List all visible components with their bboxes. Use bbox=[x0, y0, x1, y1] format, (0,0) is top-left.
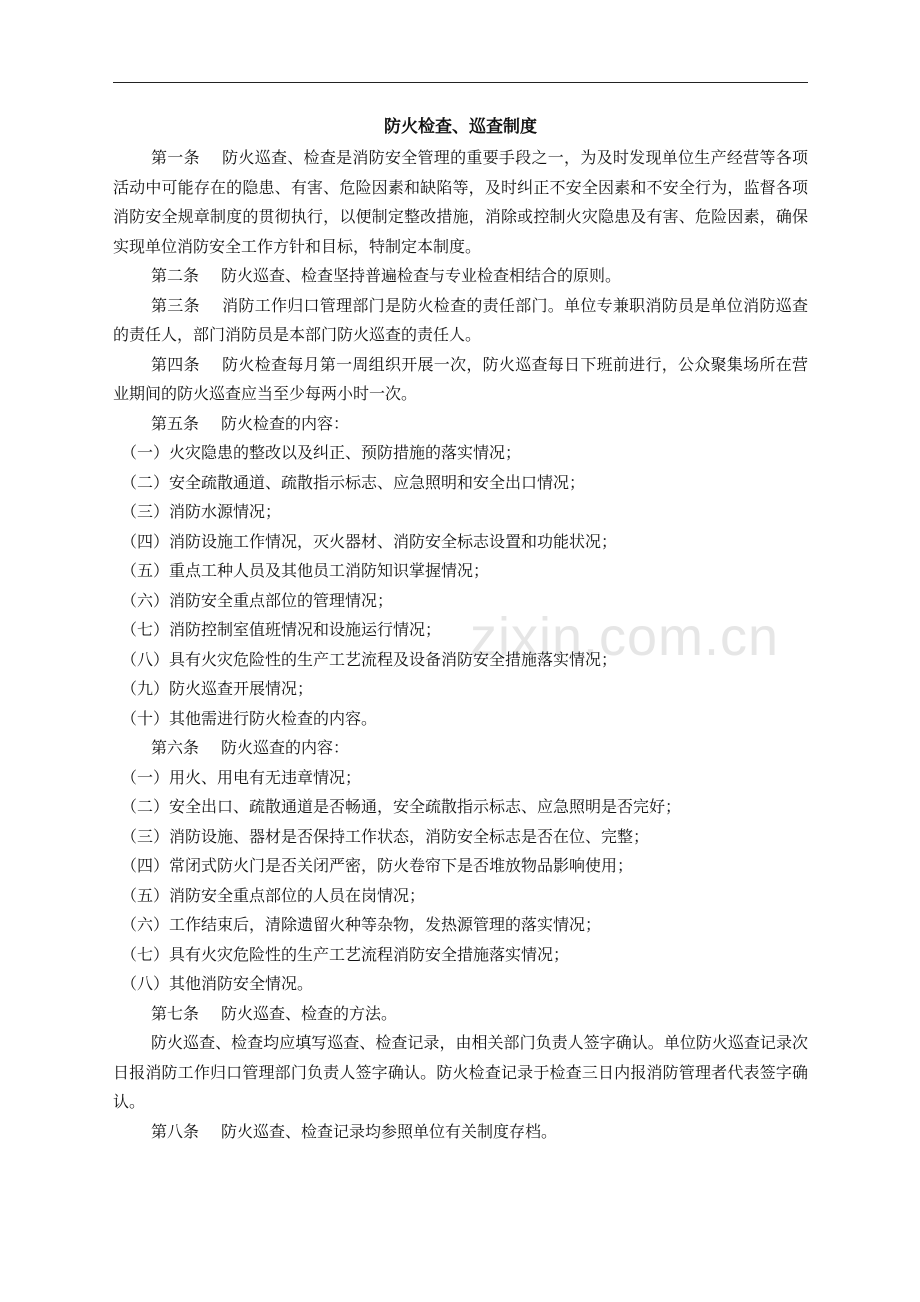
article-1 bbox=[113, 143, 808, 261]
list-item: （五）消防安全重点部位的人员在岗情况； bbox=[121, 885, 426, 905]
list-item: （八）其他消防安全情况。 bbox=[121, 974, 314, 993]
article-8 bbox=[113, 1117, 808, 1147]
article-1-text: 防火巡查、检查是消防安全管理的重要手段之一，为及时发现单位生产经营等各项活动中可能存在的隐患、有害、危险因素和缺陷等，及时纠正不安全因素和不安全行为，监督各项消防安全规章制度的贯彻执行，以便制定整改措施，消除或控制火灾隐患及有害、危险因素，确保实现单位消防安全工作方针和目标，特制定本制度。 bbox=[113, 148, 808, 256]
list-item: （三）消防水源情况； bbox=[121, 502, 282, 521]
article-6 bbox=[113, 733, 808, 763]
list-item: （四）常闭式防火门是否关闭严密，防火卷帘下是否堆放物品影响使用； bbox=[121, 856, 634, 875]
article-6-head: 第六条 bbox=[151, 738, 200, 757]
article-5 bbox=[113, 409, 808, 439]
article-5-text: 防火检查的内容： bbox=[221, 413, 350, 433]
article-3-text: 消防工作归口管理部门是防火检查的责任部门。单位专兼职消防员是单位消防巡查的责任人，部门消防员是本部门防火巡查的责任人。 bbox=[113, 295, 808, 344]
article-2-text: 防火巡查、检查坚持普遍检查与专业检查相结合的原则。 bbox=[221, 266, 622, 285]
list-item: （三）消防设施、器材是否保持工作状态，消防安全标志是否在位、完整； bbox=[121, 826, 650, 846]
list-item: （二）安全疏散通道、疏散指示标志、应急照明和安全出口情况； bbox=[121, 472, 586, 492]
article-8-head: 第八条 bbox=[151, 1121, 200, 1141]
header-rule bbox=[113, 82, 808, 83]
article-3-head: 第三条 bbox=[151, 295, 200, 315]
list-item: （七）消防控制室值班情况和设施运行情况； bbox=[121, 620, 442, 639]
article-2 bbox=[113, 261, 808, 291]
article-3 bbox=[113, 291, 808, 350]
article-5-list bbox=[113, 438, 808, 733]
list-item: （十）其他需进行防火检查的内容。 bbox=[121, 708, 378, 728]
list-item: （一）用火、用电有无违章情况； bbox=[121, 767, 362, 787]
article-4-head: 第四条 bbox=[151, 354, 200, 374]
list-item: （七）具有火灾危险性的生产工艺流程消防安全措施落实情况； bbox=[121, 944, 570, 964]
article-1-head: 第一条 bbox=[151, 148, 200, 167]
article-6-text: 防火巡查的内容： bbox=[221, 738, 350, 757]
list-item: （一）火灾隐患的整改以及纠正、预防措施的落实情况； bbox=[121, 443, 522, 462]
article-7 bbox=[113, 999, 808, 1029]
list-item: （五）重点工种人员及其他员工消防知识掌握情况； bbox=[121, 561, 490, 580]
list-item: （六）消防安全重点部位的管理情况； bbox=[121, 590, 394, 610]
article-4 bbox=[113, 350, 808, 409]
list-item: （四）消防设施工作情况，灭火器材、消防安全标志设置和功能状况； bbox=[121, 531, 618, 551]
list-item: （二）安全出口、疏散通道是否畅通，安全疏散指示标志、应急照明是否完好； bbox=[121, 797, 682, 816]
document-title: 防火检查、巡查制度 bbox=[384, 117, 537, 137]
list-item: （六）工作结束后，清除遗留火种等杂物，发热源管理的落实情况； bbox=[121, 915, 602, 934]
article-2-head: 第二条 bbox=[151, 266, 200, 285]
article-4-text: 防火检查每月第一周组织开展一次，防火巡查每日下班前进行，公众聚集场所在营业期间的防火巡查应当至少每两小时一次。 bbox=[113, 354, 808, 403]
article-8-text: 防火巡查、检查记录均参照单位有关制度存档。 bbox=[221, 1121, 558, 1141]
list-item: （八）具有火灾危险性的生产工艺流程及设备消防安全措施落实情况； bbox=[121, 649, 618, 669]
document-body bbox=[113, 143, 808, 1146]
watermark: zixin.com.cn bbox=[470, 607, 780, 667]
article-6-list bbox=[113, 763, 808, 999]
article-7-text: 防火巡查、检查的方法。 bbox=[221, 1003, 398, 1023]
article-7-paragraph: 防火巡查、检查均应填写巡查、检查记录，由相关部门负责人签字确认。单位防火巡查记录次日报消防工作归口管理部门负责人签字确认。防火检查记录于检查三日内报消防管理者代表签字确认。 bbox=[113, 1033, 808, 1111]
article-5-head: 第五条 bbox=[151, 413, 200, 433]
list-item: （九）防火巡查开展情况； bbox=[121, 679, 314, 698]
article-7-head: 第七条 bbox=[151, 1003, 200, 1023]
